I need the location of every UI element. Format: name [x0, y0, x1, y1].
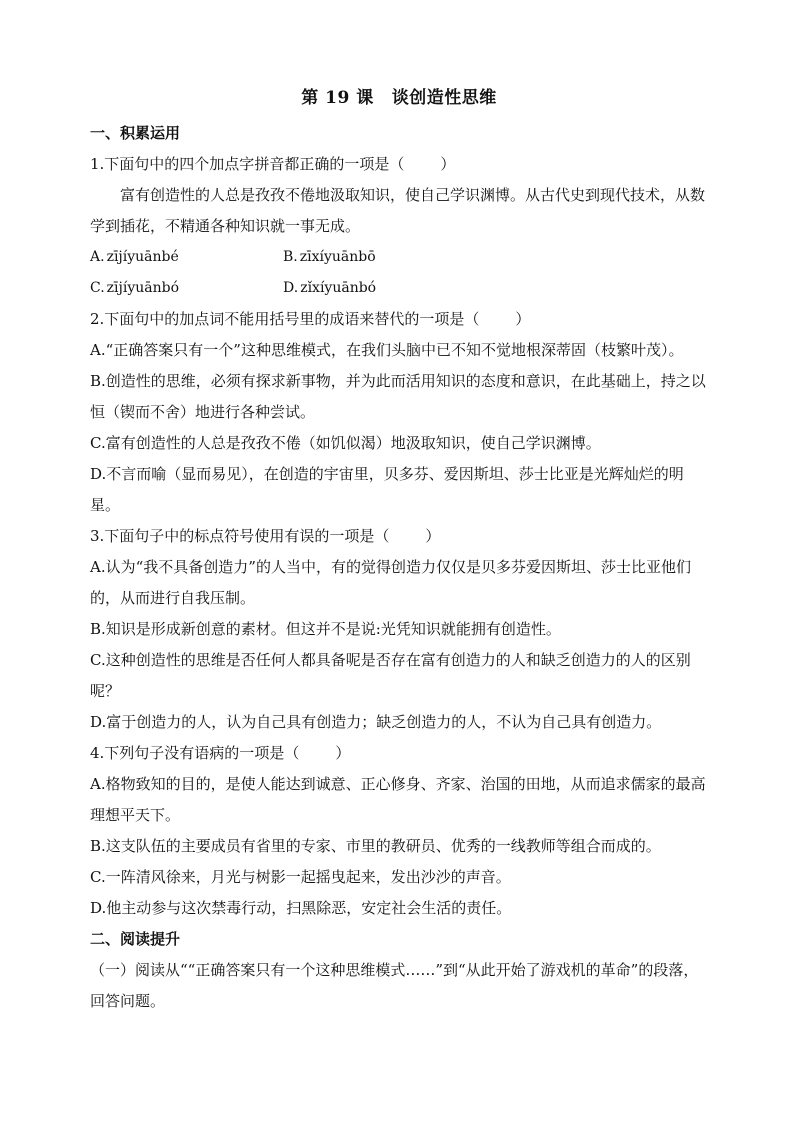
question-3-stem: 3.下面句子中的标点符号使用有误的一项是（ ）: [90, 527, 441, 545]
question-1-option-d: D. zǐ xí yuān bó: [283, 280, 377, 296]
document-page: [90, 78, 708, 1017]
question-2-stem: 2.下面句中的加点词不能用括号里的成语来替代的一项是（ ）: [90, 310, 531, 328]
question-3-option-a: A.认为“我不具备创造力”的人当中，有的觉得创造力仅仅是贝多芬爱因斯坦、莎士比亚他们的，从而进行自我压制。: [90, 558, 691, 607]
question-1-passage: 富有创造性的人总是孜孜不倦地汲取知识，使自己学识渊博。从古代史到现代技术，从数学到插花，不精通各种知识就一事无成。: [90, 186, 706, 235]
question-3-option-b: B.知识是形成新创意的素材。但这并不是说:光凭知识就能拥有创造性。: [90, 620, 561, 638]
question-1-option-a: A. zī jí yuān bé: [90, 249, 179, 265]
question-4-option-b: B.这支队伍的主要成员有省里的专家、市里的教研员、优秀的一线教师等组合而成的。: [90, 837, 661, 855]
question-2-option-a: A.“正确答案只有一个”这种思维模式，在我们头脑中已不知不觉地根深蒂固（枝繁叶茂）。: [90, 341, 684, 359]
question-2-option-d: D.不言而喻（显而易见），在创造的宇宙里，贝多芬、爱因斯坦、莎士比亚是光辉灿烂的明星。: [90, 465, 684, 514]
question-1-options-row-2: [90, 273, 708, 304]
page-title: [90, 78, 708, 118]
question-3-option-d: D.富于创造力的人，认为自己具有创造力；缺乏创造力的人，不认为自己具有创造力。: [90, 713, 662, 731]
section-1-heading: 一、积累运用: [90, 124, 181, 142]
section-2-intro: （一）阅读从““正确答案只有一个这种思维模式……”到“从此开始了游戏机的革命”的段落，回答问题。: [90, 961, 699, 1010]
question-1-option-c: C. zī jí yuān bó: [90, 280, 180, 296]
section-2-heading: 二、阅读提升: [90, 930, 181, 948]
question-1-options-row-1: [90, 242, 708, 273]
question-4-option-c: C.一阵清风徐来，月光与树影一起摇曳起来，发出沙沙的声音。: [90, 868, 511, 886]
question-4-stem: 4.下列句子没有语病的一项是（ ）: [90, 744, 351, 762]
question-2-option-b: B.创造性的思维，必须有探求新事物，并为此而活用知识的态度和意识，在此基础上，持之以恒（锲而不舍）地进行各种尝试。: [90, 372, 706, 421]
question-4-option-a: A.格物致知的目的，是使人能达到诚意、正心修身、齐家、治国的田地，从而追求儒家的最高理想平天下。: [90, 775, 706, 824]
lesson-number: 第 19 课: [301, 88, 374, 108]
question-4-option-d: D.他主动参与这次禁毒行动，扫黑除恶，安定社会生活的责任。: [90, 899, 512, 917]
question-2-option-c: C.富有创造性的人总是孜孜不倦（如饥似渴）地汲取知识，使自己学识渊博。: [90, 434, 601, 452]
question-1-stem: 1.下面句中的四个加点字拼音都正确的一项是（ ）: [90, 155, 456, 173]
question-3-option-c: C.这种创造性的思维是否任何人都具备呢是否存在富有创造力的人和缺乏创造力的人的区别呢？: [90, 651, 691, 700]
lesson-name: 谈创造性思维: [391, 88, 497, 108]
question-1-option-b: B. zī xí yuān bō: [283, 249, 376, 265]
